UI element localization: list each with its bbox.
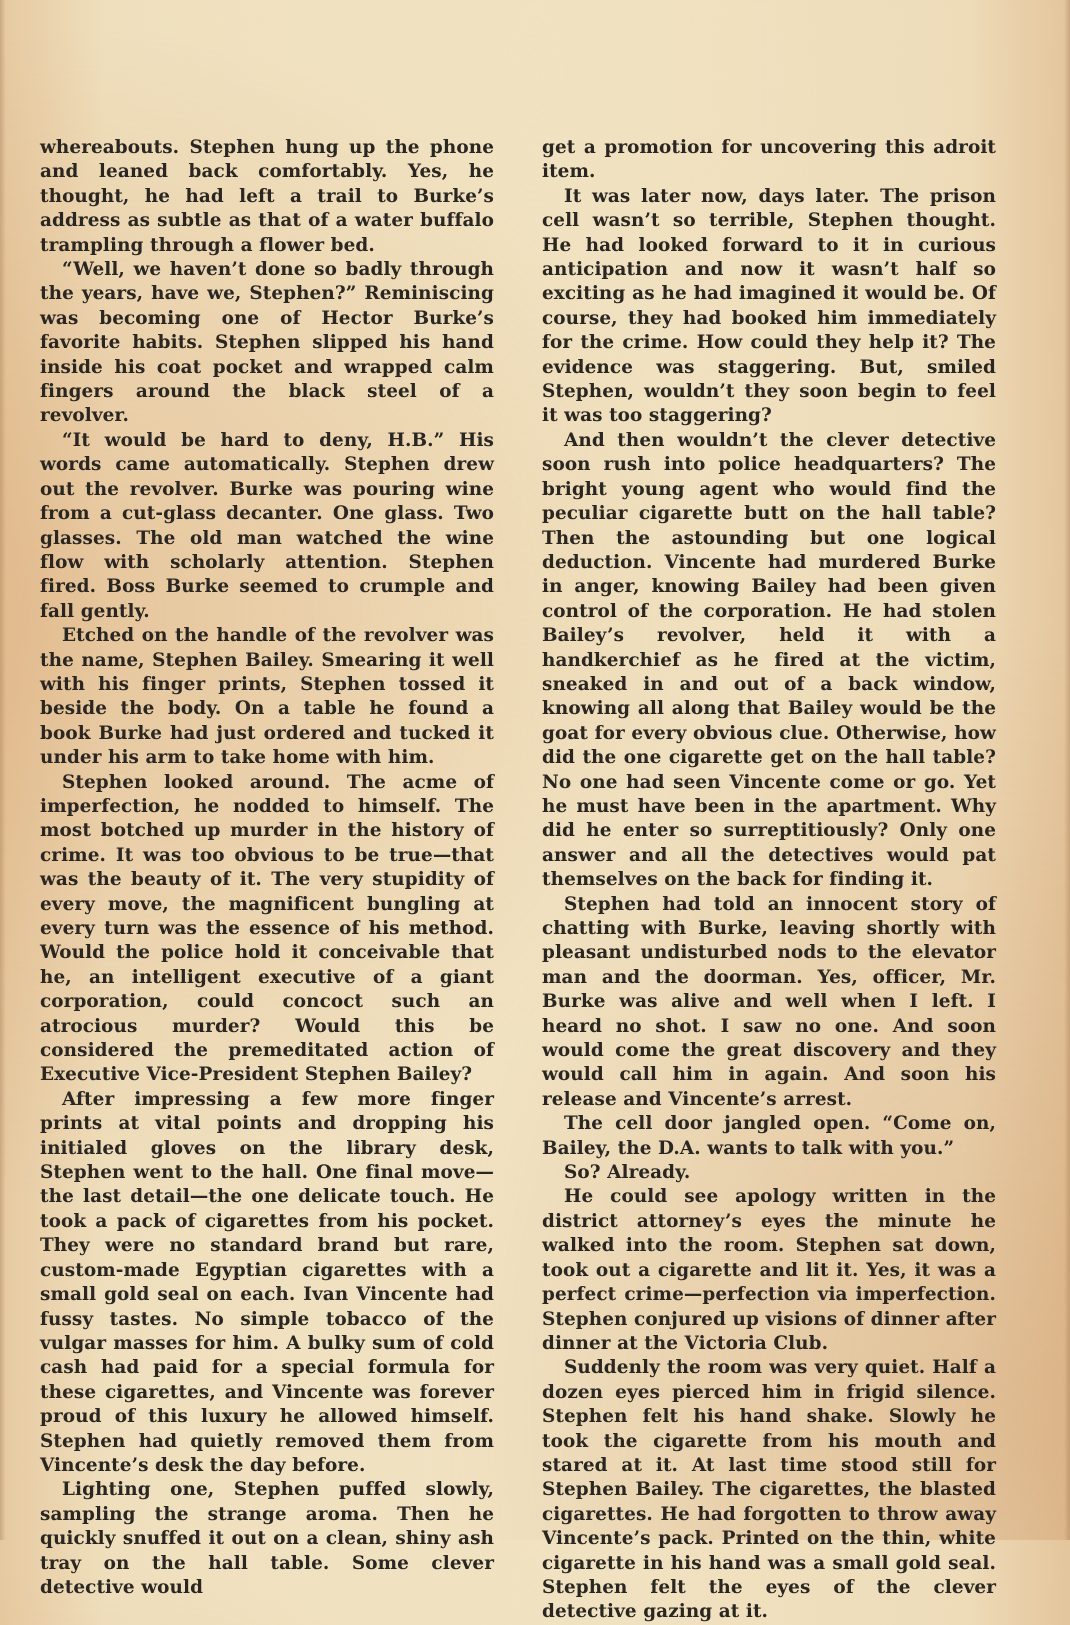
page-edge-shadow-left (0, 0, 6, 1540)
paragraph: Stephen looked around. The acme of imperfection, he nodded to himself. The most botched up murder in the history of crime. It was too obvious to be true—that was the beauty of it. The very stupidity of every move, the magnificent bungling at every turn was the essence of his method. Would the police hold it conceivable that he, an intelligent executive of a giant corporation, could concoct such an atrocious murder? Would this be considered the premeditated action of Executive Vice-President Stephen Bailey? (40, 771, 494, 1086)
paragraph: He could see apology written in the district attorney’s eyes the minute he walked into the room. Stephen sat down, took out a cigarette and lit it. Yes, it was a perfect crime—perfection via imperfection. Stephen conjured up visions of dinner after dinner at the Victoria Club. (542, 1186, 996, 1354)
paragraph: Lighting one, Stephen puffed slowly, sampling the strange aroma. Then he quickly snuffed it out on a clean, shiny ash tray on the hall table. Some clever detective would (40, 1479, 494, 1598)
paragraph: So? Already. (564, 1162, 691, 1184)
paragraph: Suddenly the room was very quiet. Half a dozen eyes pierced him in frigid silence. Stephen felt his hand shake. Slowly he took the cigarette from his mouth and stared at it. At last time stood still for Stephen Bailey. The cigarettes, the blasted cigarettes. He had forgotten to throw away Vincente’s pack. Printed on the thin, white cigarette in his hand was a small gold seal. Stephen felt the eyes of the clever detective gazing at it. (542, 1357, 996, 1623)
paragraph: Etched on the handle of the revolver was the name, Stephen Bailey. Smearing it well with his finger prints, Stephen tossed it beside the body. On a table he found a book Burke had just ordered and tucked it under his arm to take home with him. (40, 625, 494, 769)
paragraph: “Well, we haven’t done so badly through the years, have we, Stephen?” Reminiscing was becoming one of Hector Burke’s favorite habits. Stephen slipped his hand inside his coat pocket and wrapped calm fingers around the black steel of a revolver. (40, 259, 494, 427)
paragraph: “It would be hard to deny, H.B.” His words came automatically. Stephen drew out the revolver. Burke was pouring wine from a cut-glass decanter. One glass. Two glasses. The old man watched the wine flow with scholarly attention. Stephen fired. Boss Burke seemed to crumple and fall gently. (40, 429, 494, 622)
paragraph: The cell door jangled open. “Come on, Bailey, the D.A. wants to talk with you.” (542, 1113, 996, 1159)
page-edge-shadow-right (1064, 0, 1070, 1540)
paragraph: get a promotion for uncovering this adroit item. (542, 137, 996, 183)
right-text-column (542, 136, 996, 1625)
paragraph: After impressing a few more finger prints at vital points and dropping his initialed gloves on the library desk, Stephen went to the hall. One final move—the last detail—the one delicate touch. He took a pack of cigarettes from his pocket. They were no standard brand but rare, custom-made Egyptian cigarettes with a small gold seal on each. Ivan Vincente had fussy tastes. No simple tobacco of the vulgar masses for him. A bulky sum of cold cash had paid for a special formula for these cigarettes, and Vincente was forever proud of this luxury he allowed himself. Stephen had quietly removed them from Vincente’s desk the day before. (40, 1088, 494, 1476)
paragraph: Stephen had told an innocent story of chatting with Burke, leaving shortly with pleasant undisturbed nods to the elevator man and the doorman. Yes, officer, Mr. Burke was alive and well when I left. I heard no shot. I saw no one. And soon would come the great discovery and they would call him in again. And soon his release and Vincente’s arrest. (542, 893, 996, 1110)
paragraph: And then wouldn’t the clever detective soon rush into police headquarters? The bright young agent who would find the peculiar cigarette butt on the hall table? Then the astounding but one logical deduction. Vincente had murdered Burke in anger, knowing Bailey had been given control of the corporation. He had stolen Bailey’s revolver, held it with a handkerchief as he fired at the victim, sneaked in and out of a back window, knowing all along that Bailey would be the goat for every obvious clue. Otherwise, how did the one cigarette get on the hall table? No one had seen Vincente come or go. Yet he must have been in the apartment. Why did he enter so surreptitiously? Only one answer and all the detectives would pat themselves on the back for finding it. (542, 429, 996, 891)
left-text-column (40, 136, 494, 1600)
paragraph: whereabouts. Stephen hung up the phone and leaned back comfortably. Yes, he thought, he had left a trail to Burke’s address as subtle as that of a water buffalo trampling through a flower bed. (40, 137, 494, 256)
paragraph: It was later now, days later. The prison cell wasn’t so terrible, Stephen thought. He had looked forward to it in curious anticipation and now it wasn’t half so exciting as he had imagined it would be. Of course, they had booked him immediately for the crime. How could they help it? The evidence was staggering. But, smiled Stephen, wouldn’t they soon begin to feel it was too staggering? (542, 185, 996, 427)
